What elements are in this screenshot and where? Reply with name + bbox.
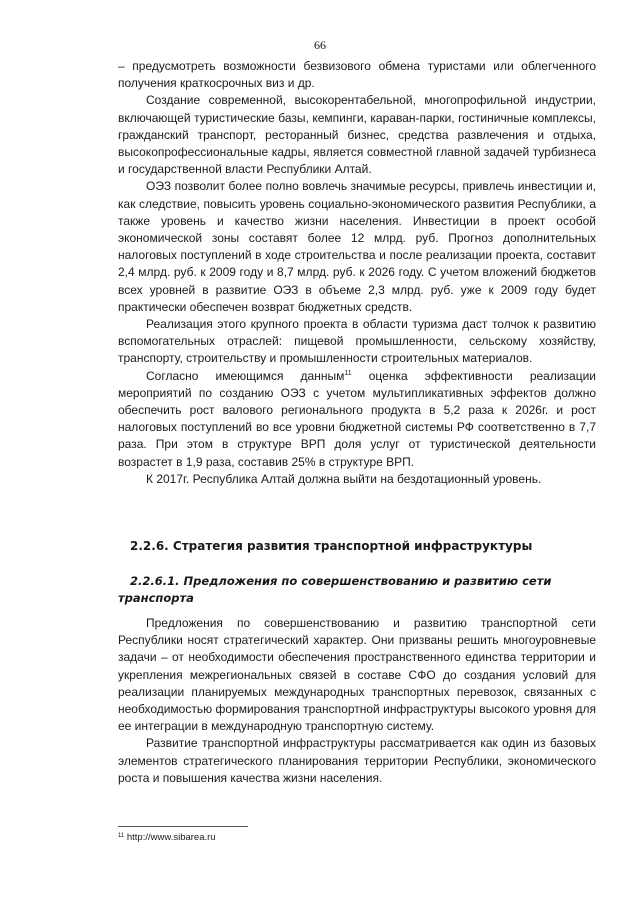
- footnote-text: http://www.sibarea.ru: [124, 832, 216, 843]
- paragraph-5-start: Согласно имеющимся данным: [146, 368, 345, 383]
- paragraph-2: Создание современной, высокорентабельной, многопрофильной индустрии, включающей туристические базы, кемпинги, караван-парки, гостиничные комплексы, гражданский транспорт, ресторанный бизнес, средства развлечения и отдыха, высокопрофессиональные кадры, является совместной главной задачей турбизнеса и государственной власти Республики Алтай.: [118, 93, 596, 177]
- footnote: [118, 832, 216, 843]
- paragraph-4: Реализация этого крупного проекта в области туризма даст толчок к развитию вспомогательных отраслей: пищевой промышленности, сельскому хозяйству, транспорту, строительству и промышленности строительных материалов.: [118, 317, 596, 366]
- paragraph-1: – предусмотреть возможности безвизового обмена туристами или облегченного получения краткосрочных виз и др.: [118, 59, 596, 91]
- page-number: 66: [314, 38, 326, 52]
- section-heading: 2.2.6. Стратегия развития транспортной инфраструктуры: [130, 539, 533, 553]
- section-paragraph-2: Развитие транспортной инфраструктуры рассматривается как один из базовых элементов стратегического планирования территории Республики, экономического роста и повышения качества жизни населения.: [118, 736, 596, 785]
- paragraph-3: ОЭЗ позволит более полно вовлечь значимые ресурсы, привлечь инвестиции и, как следствие, повысить уровень социально-экономического развития Республики, а также уровень и качество жизни населения. Инвестиции в проект особой экономической зоны составят более 12 млрд. руб. Прогноз дополнительных налоговых поступлений в ходе строительства и после реализации проекта, составит 2,4 млрд. руб. к 2009 году и 8,7 млрд. руб. к 2026 году. С учетом вложений бюджетов всех уровней в развитие ОЭЗ в объеме 2,3 млрд. руб. уже к 2009 году будет практически обеспечен возврат бюджетных средств.: [118, 179, 596, 314]
- footnote-separator: [118, 826, 248, 827]
- section-paragraph-1: Предложения по совершенствованию и развитию транспортной сети Республики носят стратегический характер. Они призваны решить многоуровневые задачи – от необходимости обеспечения пространственного единства территории и укрепления межрегиональных связей в составе СФО до создания условий для реализации планируемых международных транспортных перевозок, связанных с необходимостью формирования транспортной инфраструктуры высокого уровня для ее интеграции в международную транспортную систему.: [118, 616, 596, 734]
- paragraph-5-end: оценка эффективности реализации мероприятий по созданию ОЭЗ с учетом мультипликативных эффектов должно обеспечить рост валового регионального продукта в 5,2 раза к 2026г. и рост налоговых поступлений во все уровни бюджетной системы РФ соответственно в 7,7 раза. При этом в структуре ВРП доля услуг от туристической деятельности возрастет в 1,9 раза, составив 25% в структуре ВРП.: [118, 368, 597, 469]
- footnote-number: 11: [118, 833, 125, 839]
- main-text-block: [118, 58, 596, 488]
- paragraph-5: [118, 368, 596, 471]
- footnote-reference[interactable]: 11: [344, 369, 352, 377]
- paragraph-6: К 2017г. Республика Алтай должна выйти на бездотационный уровень.: [146, 471, 542, 486]
- subsection-heading: 2.2.6.1. Предложения по совершенствованию и развитию сети транспорта: [118, 574, 552, 605]
- section-text-block: [118, 615, 596, 787]
